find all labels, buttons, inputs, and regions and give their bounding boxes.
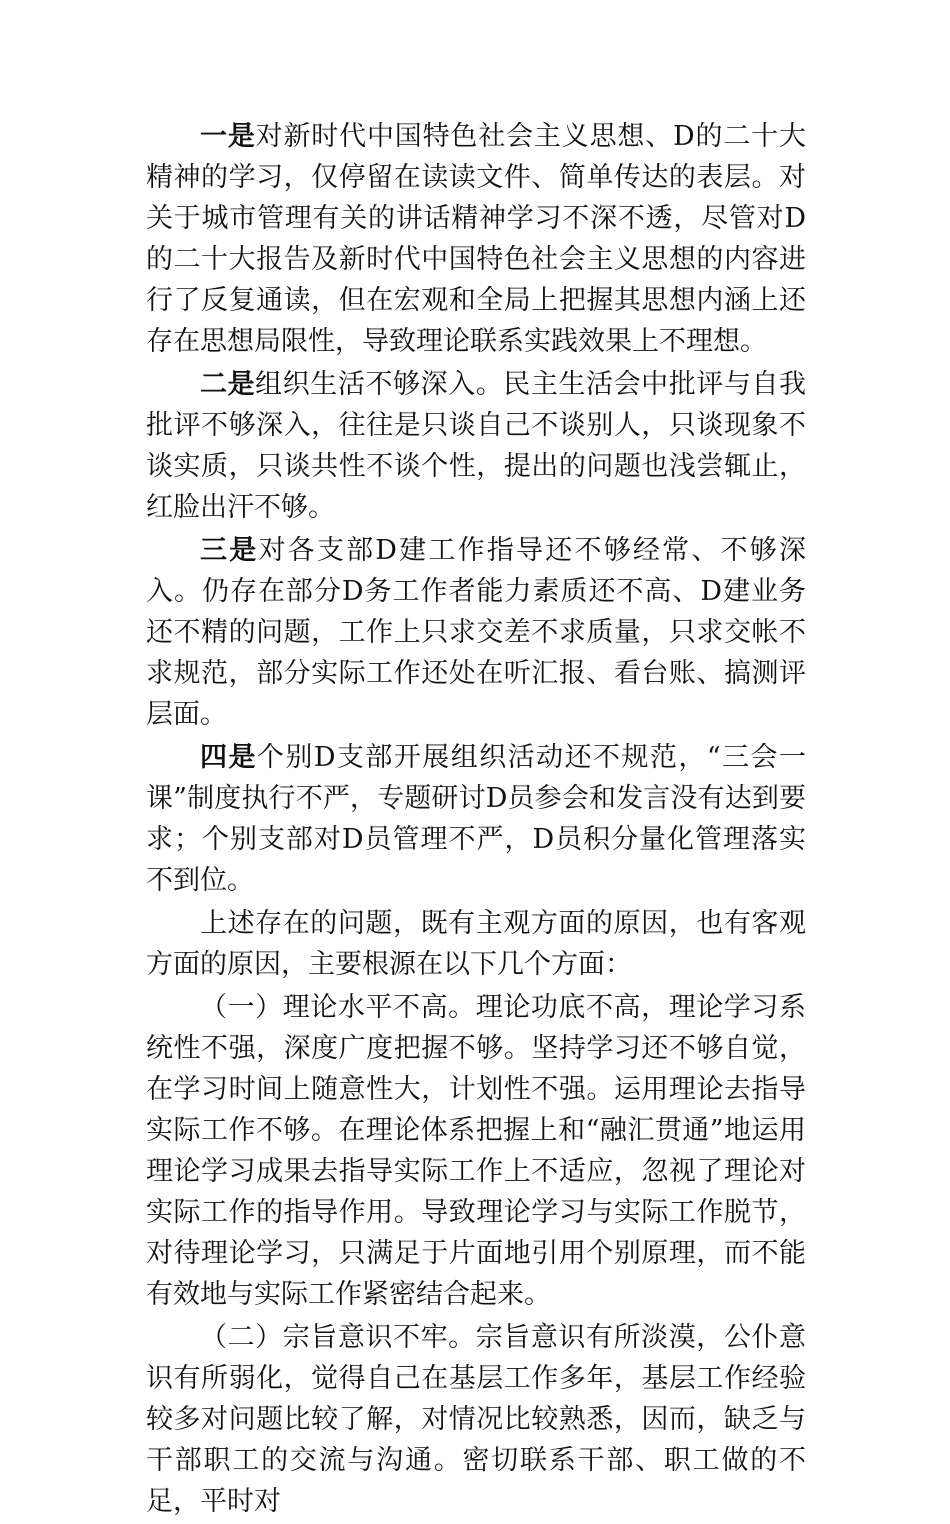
paragraph-1-lead: 一是	[200, 121, 256, 152]
document-page	[146, 116, 806, 1524]
paragraph-7-text: （二）宗旨意识不牢。宗旨意识有所淡漠，公仆意识有所弱化，觉得自己在基层工作多年，基层工作经验较多对问题比较了解，对情况比较熟悉，因而，缺乏与干部职工的交流与沟通。密切联系干部、职工做的不足，平时对	[146, 1322, 806, 1517]
paragraph-3-lead: 三是	[200, 535, 259, 566]
paragraph-2	[146, 364, 806, 528]
paragraph-4-text: 个别D支部开展组织活动还不规范，“三会一课”制度执行不严，专题研讨D员参会和发言没有达到要求；个别支部对D员管理不严，D员积分量化管理落实不到位。	[146, 742, 807, 896]
paragraph-1	[146, 116, 806, 362]
paragraph-6	[146, 987, 806, 1315]
paragraph-4	[146, 737, 806, 901]
paragraph-1-text: 对新时代中国特色社会主义思想、D的二十大精神的学习，仅停留在读读文件、简单传达的表层。对关于城市管理有关的讲话精神学习不深不透，尽管对D的二十大报告及新时代中国特色社会主义思想的内容进行了反复通读，但在宏观和全局上把握其思想内涵上还存在思想局限性，导致理论联系实践效果上不理想。	[146, 121, 806, 357]
paragraph-7	[146, 1317, 806, 1522]
paragraph-6-text: （一）理论水平不高。理论功底不高，理论学习系统性不强，深度广度把握不够。坚持学习还不够自觉，在学习时间上随意性大，计划性不强。运用理论去指导实际工作不够。在理论体系把握上和“融汇贯通”地运用理论学习成果去指导实际工作上不适应，忽视了理论对实际工作的指导作用。导致理论学习与实际工作脱节，对待理论学习，只满足于片面地引用个别原理，而不能有效地与实际工作紧密结合起来。	[146, 992, 806, 1310]
paragraph-3	[146, 530, 806, 735]
paragraph-5-text: 上述存在的问题，既有主观方面的原因，也有客观方面的原因，主要根源在以下几个方面：	[146, 908, 806, 980]
paragraph-2-lead: 二是	[200, 369, 256, 400]
paragraph-3-text: 对各支部D建工作指导还不够经常、不够深入。仍存在部分D务工作者能力素质还不高、D建业务还不精的问题，工作上只求交差不求质量，只求交帐不求规范，部分实际工作还处在听汇报、看台账、搞测评层面。	[146, 535, 806, 730]
paragraph-2-text: 组织生活不够深入。民主生活会中批评与自我批评不够深入，往往是只谈自己不谈别人，只谈现象不谈实质，只谈共性不谈个性，提出的问题也浅尝辄止，红脸出汗不够。	[146, 369, 807, 523]
paragraph-4-lead: 四是	[200, 742, 257, 773]
paragraph-5	[146, 903, 806, 985]
